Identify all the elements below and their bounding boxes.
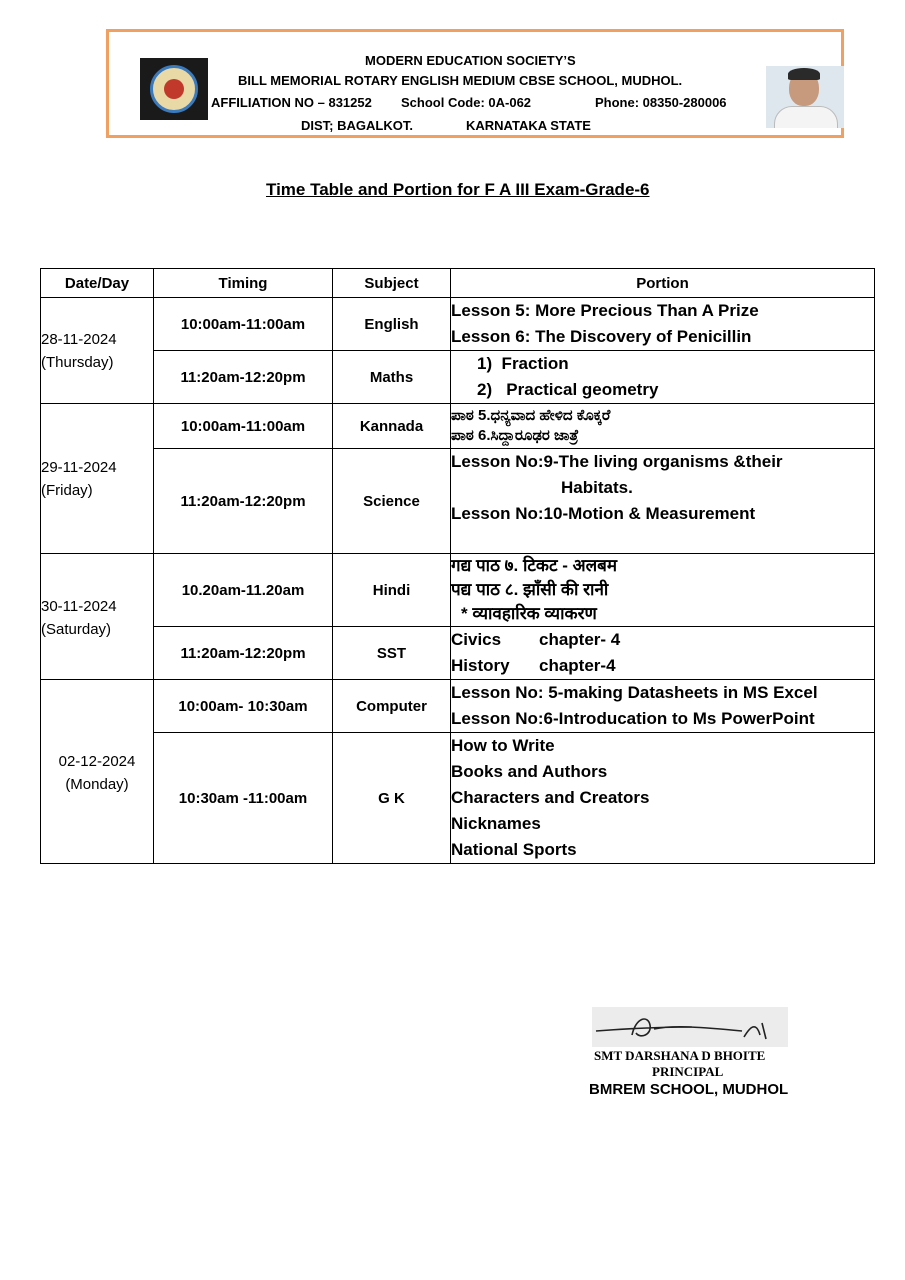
table-row [41,404,875,449]
school-phone: Phone: 08350-280006 [595,95,727,110]
subject-cell: Maths [333,351,451,404]
date-cell [41,298,154,404]
portion-cell [451,404,875,449]
portion-line [451,627,874,653]
portion-line: Lesson No:9-The living organisms &their [451,452,783,471]
date-cell [41,404,154,554]
subject-cell: English [333,298,451,351]
timing-cell: 10.20am-11.20am [154,554,333,627]
portion-line: पद्य पाठ ८. झाँसी की रानी [451,580,609,599]
portion-line: 1) Fraction [477,354,569,373]
timing-cell: 10:00am- 10:30am [154,680,333,733]
school-logo [140,58,208,120]
timing-cell: 10:30am -11:00am [154,733,333,864]
subject-cell: G K [333,733,451,864]
table-row [41,627,875,680]
portion-line: Lesson 6: The Discovery of Penicillin [451,327,752,346]
portion-cell [451,680,875,733]
portion-line: Lesson 5: More Precious Than A Prize [451,301,759,320]
timetable [40,268,875,864]
date-cell [41,554,154,680]
table-row [41,554,875,627]
portion-line: Lesson No: 5-making Datasheets in MS Excel [451,683,818,702]
exam-date: 02-12-2024 [58,753,136,770]
exam-date: 30-11-2024 [41,597,117,615]
timing-cell: 10:00am-11:00am [154,298,333,351]
portion-line: National Sports [451,840,577,859]
portion-subject-label: History [451,656,510,675]
portion-line: Characters and Creators [451,788,650,807]
portion-line [451,653,874,679]
principal-school: BMREM SCHOOL, MUDHOL [589,1081,789,1098]
timing-cell: 11:20am-12:20pm [154,351,333,404]
society-name: MODERN EDUCATION SOCIETY’S [365,53,576,68]
subject-cell: Science [333,449,451,554]
exam-day: (Thursday) [41,353,114,371]
portion-line: Lesson No:6-Introducation to Ms PowerPoint [451,709,815,728]
portion-line: ಪಾಠ 5.ಧನ್ಯವಾದ ಹೇಳಿದ ಕೊಕ್ಕರೆ [451,407,611,424]
portion-line: How to Write [451,736,555,755]
column-header-timing: Timing [154,269,333,298]
exam-day: (Monday) [65,776,129,793]
portion-chapter: chapter- 4 [539,630,621,649]
table-row [41,449,875,554]
table-row [41,733,875,864]
portion-cell [451,627,875,680]
portion-cell [451,449,875,554]
timing-cell: 11:20am-12:20pm [154,627,333,680]
exam-date: 28-11-2024 [41,330,117,348]
exam-day: (Saturday) [41,620,112,638]
timing-cell: 11:20am-12:20pm [154,449,333,554]
table-row [41,680,875,733]
portion-line: ಪಾಠ 6.ಸಿದ್ದಾರೂಢರ ಜಾತ್ರೆ [451,427,579,444]
column-header-subject: Subject [333,269,451,298]
principal-photo [766,66,844,128]
portion-cell [451,733,875,864]
school-name: BILL MEMORIAL ROTARY ENGLISH MEDIUM CBSE SCHOOL, MUDHOL. [238,73,683,88]
school-code: School Code: 0A-062 [401,95,532,110]
portion-cell [451,351,875,404]
portion-line: 2) Practical geometry [477,380,659,399]
subject-cell: SST [333,627,451,680]
portion-line: Nicknames [451,814,541,833]
portion-line: * व्यावहारिक व्याकरण [461,604,597,623]
subject-cell: Computer [333,680,451,733]
affiliation-number: AFFILIATION NO – 831252 [211,95,372,110]
column-header-portion: Portion [451,269,875,298]
portion-cell [451,554,875,627]
column-header-date: Date/Day [41,269,154,298]
portion-line: Habitats. [561,478,633,497]
timing-cell: 10:00am-11:00am [154,404,333,449]
school-header [106,29,844,138]
principal-name: SMT DARSHANA D BHOITE [594,1048,766,1063]
portion-chapter: chapter-4 [539,656,616,675]
exam-day: (Friday) [41,481,93,499]
table-header-row [41,269,875,298]
district: DIST; BAGALKOT. [301,118,413,133]
portion-line: गद्य पाठ ७. टिकट - अलबम [451,556,618,575]
portion-subject-label: Civics [451,630,502,649]
portion-line: Lesson No:10-Motion & Measurement [451,504,756,523]
portion-cell [451,298,875,351]
state: KARNATAKA STATE [466,118,591,133]
date-cell [41,680,154,864]
principal-signature [592,1007,788,1047]
principal-role: PRINCIPAL [652,1064,724,1079]
subject-cell: Kannada [333,404,451,449]
page-title: Time Table and Portion for F A III Exam-Grade-6 [266,180,650,199]
portion-line: Books and Authors [451,762,608,781]
signature-icon [592,1007,788,1047]
subject-cell: Hindi [333,554,451,627]
exam-date: 29-11-2024 [41,458,117,476]
table-row [41,351,875,404]
table-row [41,298,875,351]
